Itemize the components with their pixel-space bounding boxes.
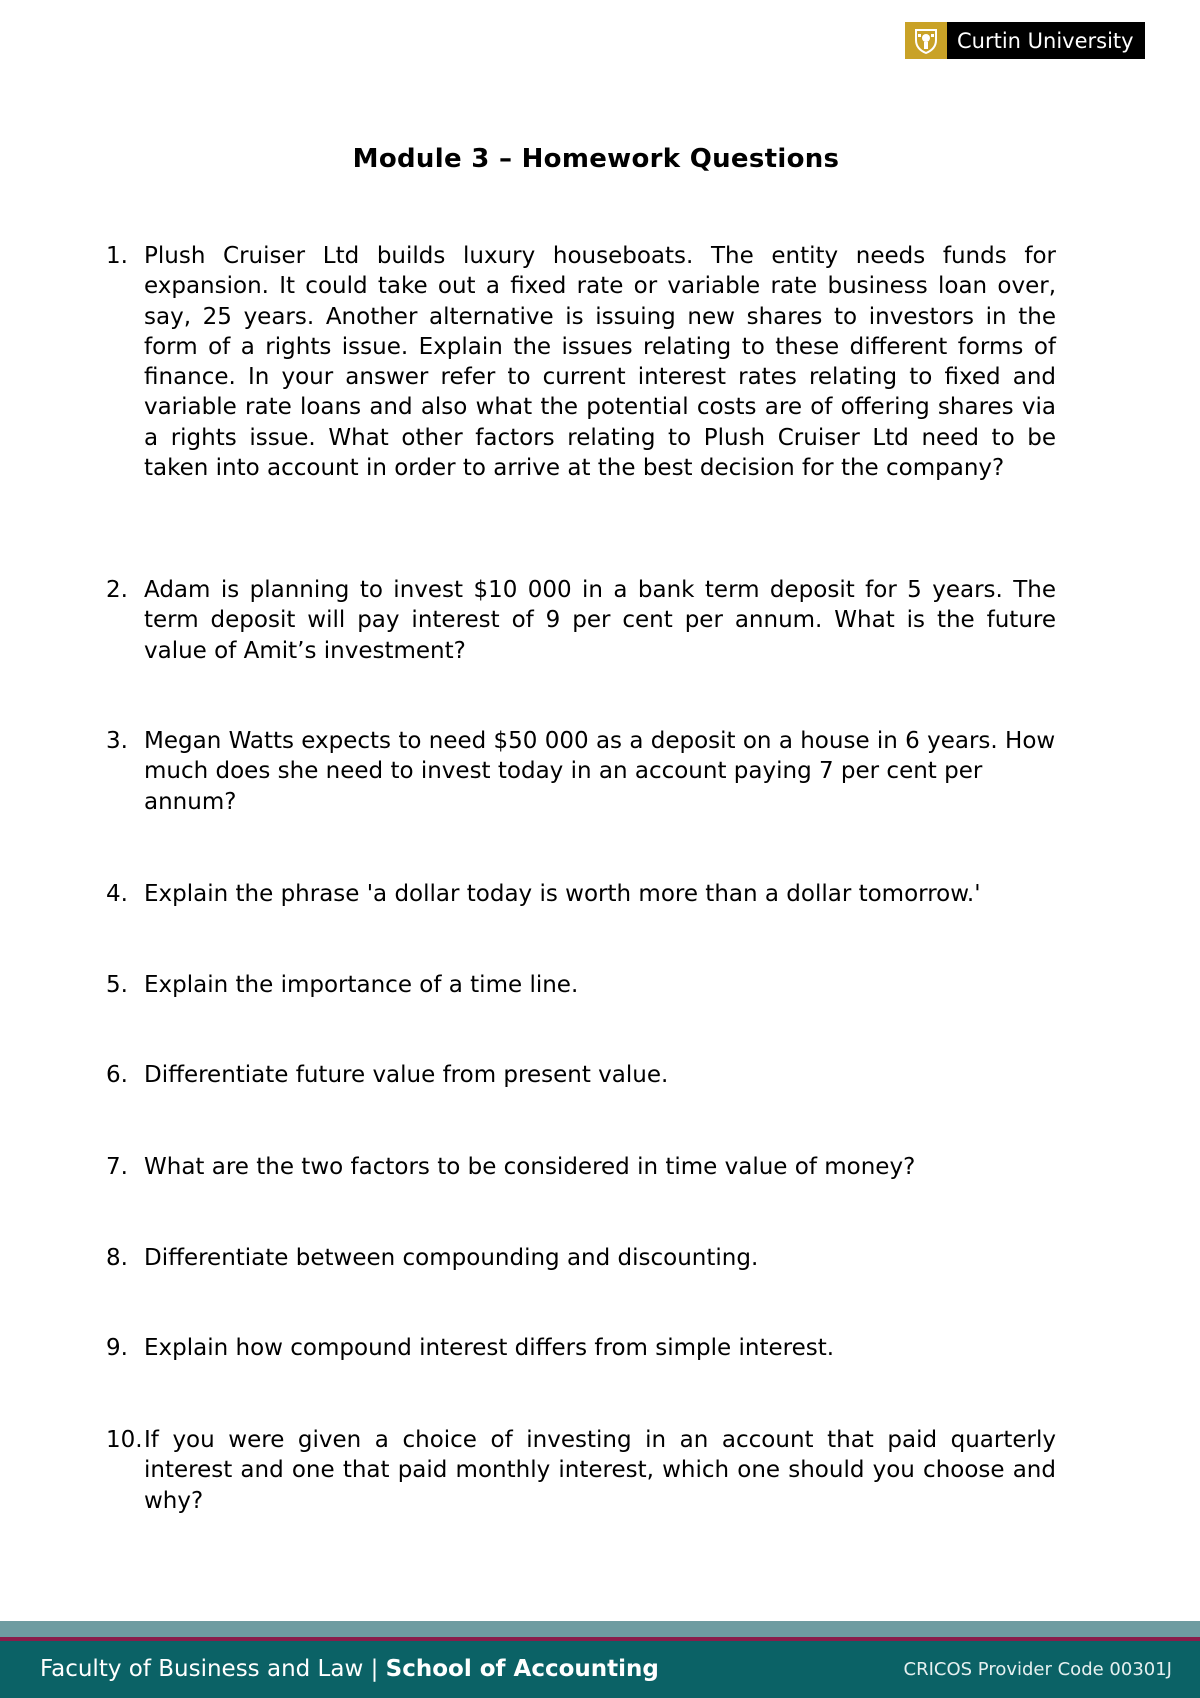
footer-faculty: Faculty of Business and Law: [40, 1656, 364, 1682]
question-number: 10.: [106, 1427, 143, 1453]
question-number: 4.: [106, 881, 128, 907]
question-text: If you were given a choice of investing in an account that paid quarterly interest and one that paid monthly interest, which one should you choose and why?: [144, 1427, 1056, 1514]
question-1: [106, 241, 1056, 483]
question-text: Explain how compound interest differs from simple interest.: [144, 1335, 835, 1361]
question-number: 1.: [106, 243, 128, 269]
footer-separator: |: [363, 1656, 386, 1682]
question-text: Megan Watts expects to need $50 000 as a deposit on a house in 6 years. How much does she need to invest today in an account paying 7 per cent per annum?: [144, 728, 1056, 815]
question-4: [106, 879, 1056, 909]
question-number: 8.: [106, 1245, 128, 1271]
question-number: 7.: [106, 1154, 128, 1180]
question-9: [106, 1333, 1056, 1363]
question-number: 6.: [106, 1062, 128, 1088]
footer: [0, 1641, 1200, 1698]
question-text: Adam is planning to invest $10 000 in a bank term deposit for 5 years. The term deposit will pay interest of 9 per cent per annum. What is the future value of Amit’s investment?: [144, 577, 1056, 664]
question-text: Plush Cruiser Ltd builds luxury houseboats. The entity needs funds for expansion. It could take out a fixed rate or variable rate business loan over, say, 25 years. Another alternative is issuing new shares to investors in the form of a rights issue. Explain the issues relating to these different forms of finance. In your answer refer to current interest rates relating to fixed and variable rate loans and also what the potential costs are of offering shares via a rights issue. What other factors relating to Plush Cruiser Ltd need to be taken into account in order to arrive at the best decision for the company?: [144, 243, 1056, 482]
question-7: [106, 1152, 1056, 1182]
question-6: [106, 1060, 1056, 1090]
curtin-logo: [905, 22, 1145, 59]
logo-text: Curtin University: [957, 28, 1134, 53]
question-number: 5.: [106, 972, 128, 998]
question-number: 3.: [106, 728, 128, 754]
footer-band-light: [0, 1621, 1200, 1637]
footer-faculty-line: [40, 1656, 659, 1682]
question-number: 9.: [106, 1335, 128, 1361]
question-10: [106, 1425, 1056, 1516]
footer-school: School of Accounting: [385, 1656, 659, 1682]
question-text: Explain the phrase 'a dollar today is worth more than a dollar tomorrow.': [144, 881, 981, 907]
footer-cricos: CRICOS Provider Code 00301J: [903, 1659, 1172, 1680]
question-3: [106, 726, 1056, 817]
question-5: [106, 970, 1056, 1000]
question-number: 2.: [106, 577, 128, 603]
shield-crest-icon: [905, 22, 947, 59]
question-text: Explain the importance of a time line.: [144, 972, 579, 998]
question-text: Differentiate future value from present value.: [144, 1062, 669, 1088]
page-title: Module 3 – Homework Questions: [352, 144, 840, 174]
question-text: Differentiate between compounding and discounting.: [144, 1245, 759, 1271]
question-2: [106, 575, 1056, 666]
question-text: What are the two factors to be considered in time value of money?: [144, 1154, 916, 1180]
question-8: [106, 1243, 1056, 1273]
